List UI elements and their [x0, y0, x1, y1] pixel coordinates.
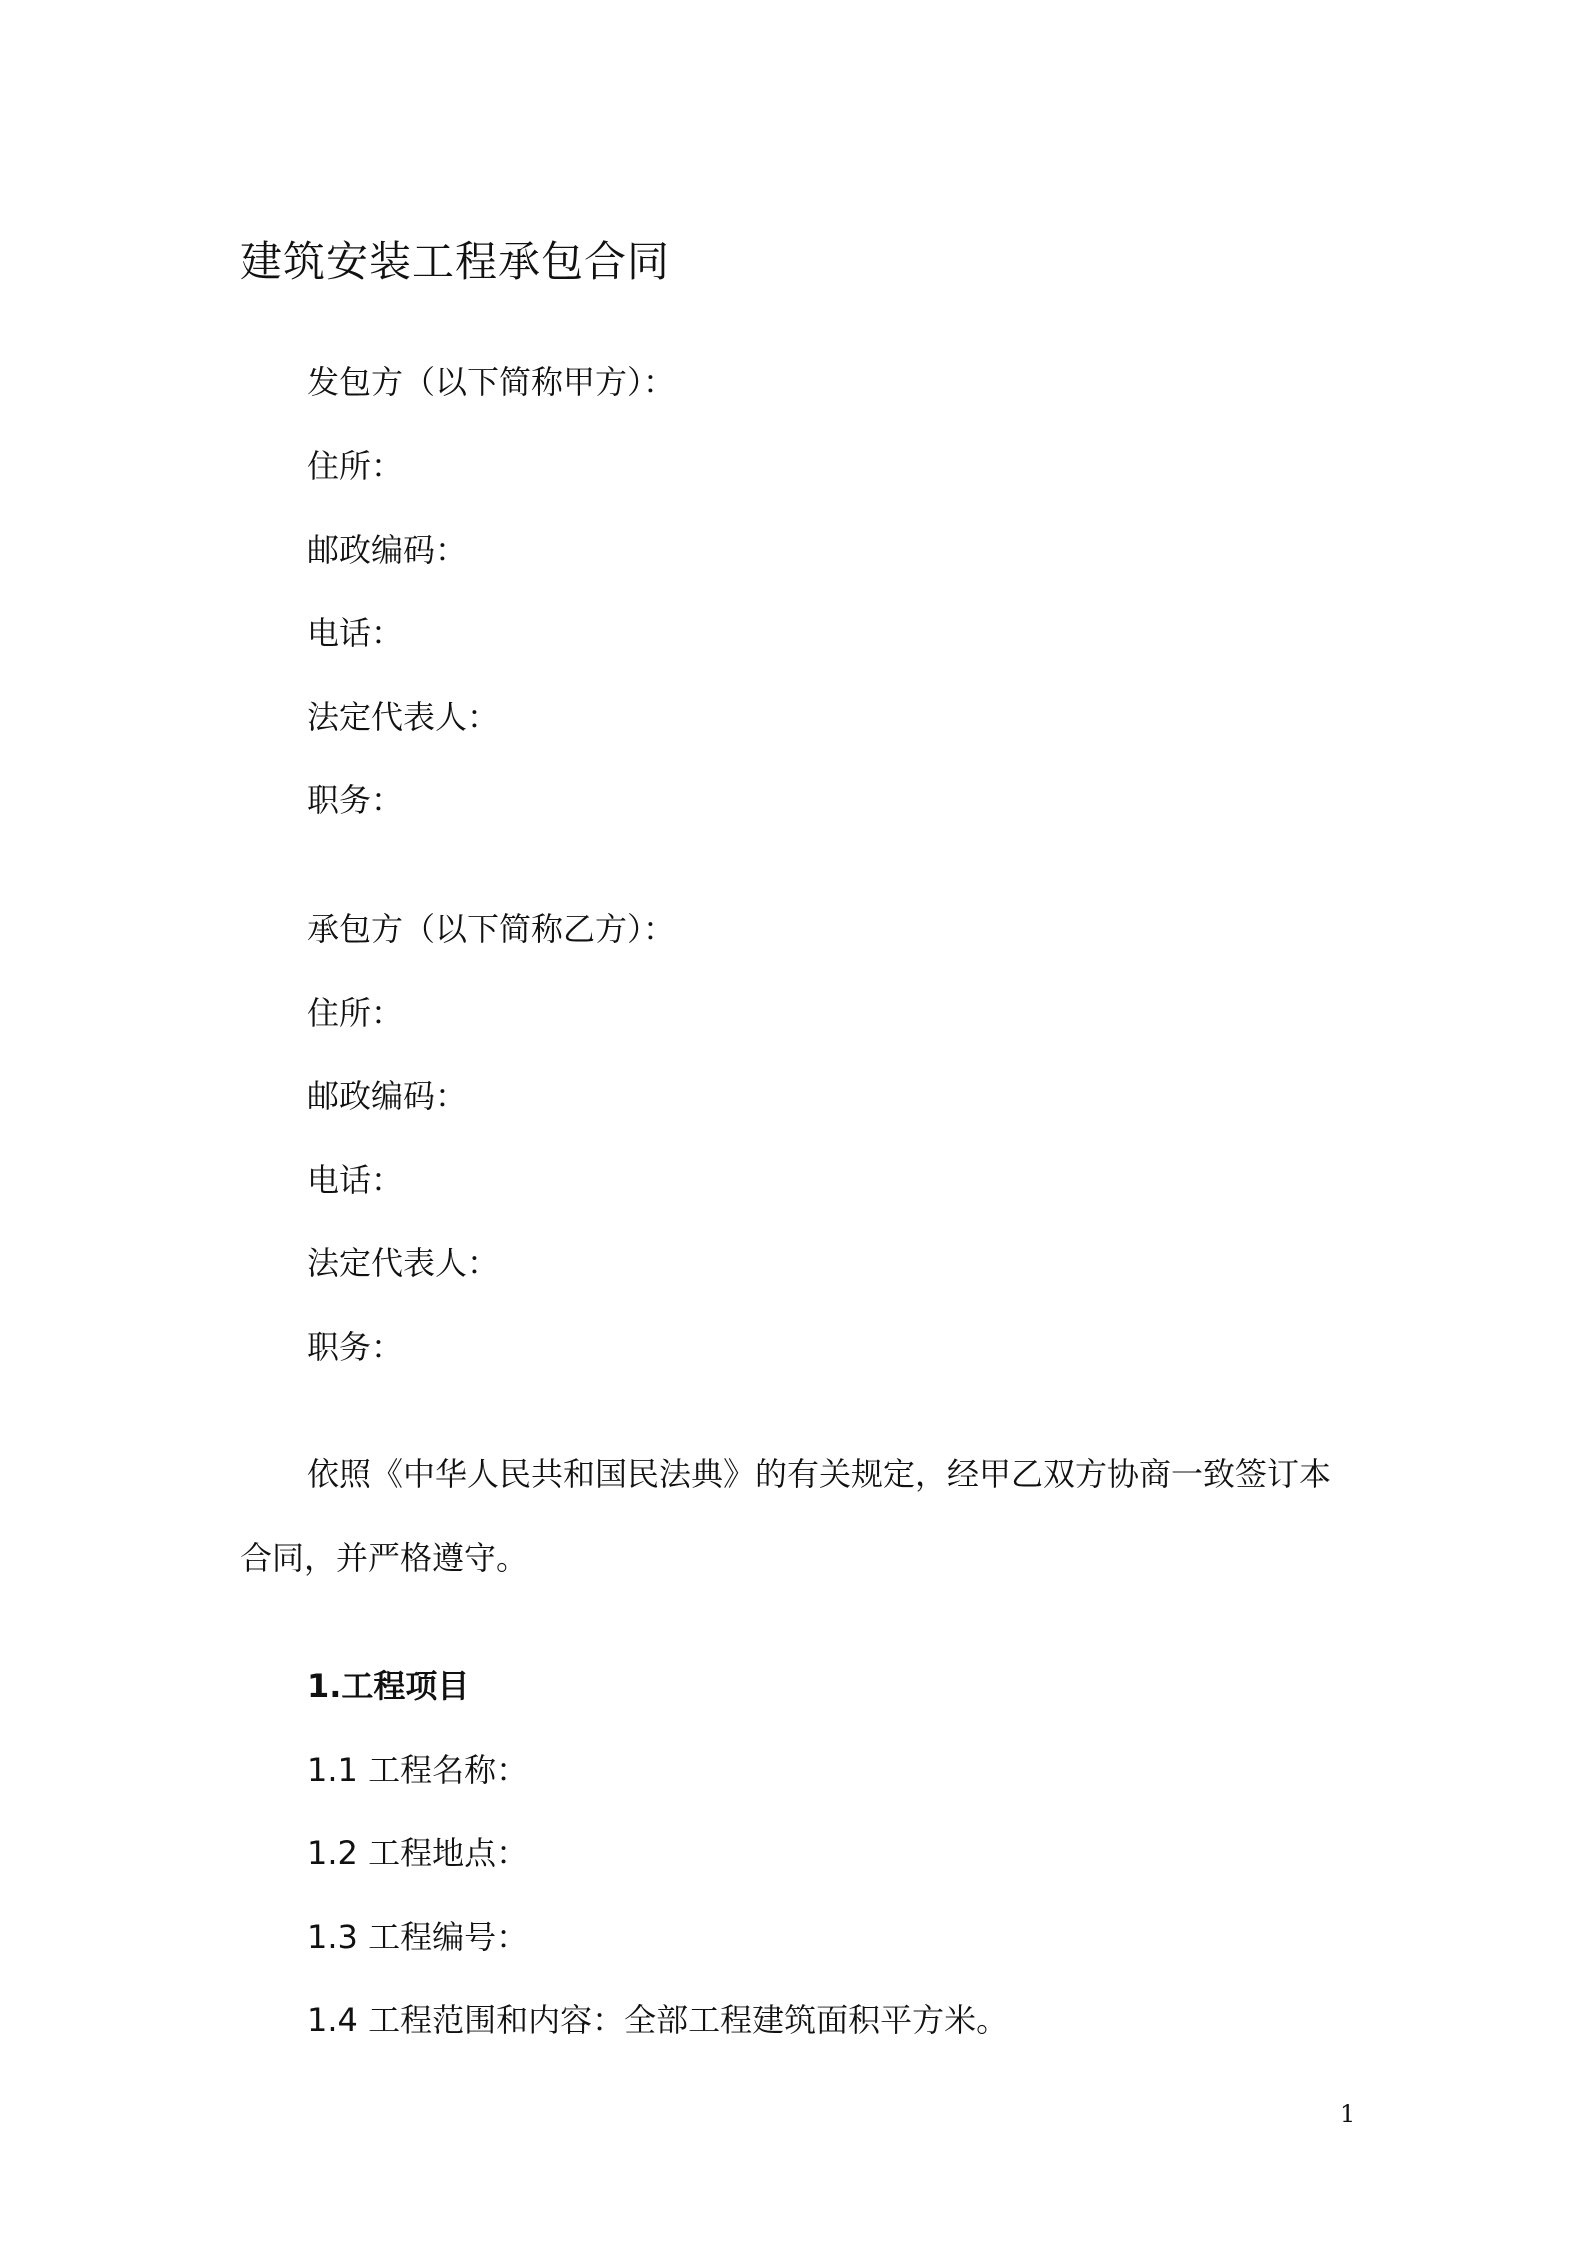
section-item-1-4: 1.4 工程范围和内容：全部工程建筑面积平方米。: [307, 2001, 1009, 2039]
party-b-address-label: 住所：: [307, 994, 404, 1032]
party-a-legal-representative-label: 法定代表人：: [307, 698, 500, 736]
document-title: 建筑安装工程承包合同: [240, 237, 671, 286]
party-a-address-label: 住所：: [307, 447, 404, 485]
party-b-phone-label: 电话：: [307, 1161, 404, 1199]
party-a-phone-label: 电话：: [307, 614, 404, 652]
party-b-postal-code-label: 邮政编码：: [307, 1077, 468, 1115]
party-b-legal-representative-label: 法定代表人：: [307, 1244, 500, 1282]
preamble-paragraph: 依照《中华人民共和国民法典》的有关规定，经甲乙双方协商一致签订本合同，并严格遵守。: [240, 1455, 1332, 1577]
section-1-heading: 1.工程项目: [307, 1667, 470, 1705]
party-b-position-label: 职务：: [307, 1328, 404, 1366]
page-number: 1: [1340, 2100, 1356, 2128]
section-item-1-2: 1.2 工程地点：: [307, 1834, 529, 1872]
section-item-1-1: 1.1 工程名称：: [307, 1751, 529, 1789]
party-b-heading: 承包方（以下简称乙方）：: [307, 910, 676, 948]
party-a-postal-code-label: 邮政编码：: [307, 531, 468, 569]
party-a-position-label: 职务：: [307, 781, 404, 819]
section-item-1-3: 1.3 工程编号：: [307, 1918, 529, 1956]
party-a-heading: 发包方（以下简称甲方）：: [307, 363, 676, 401]
